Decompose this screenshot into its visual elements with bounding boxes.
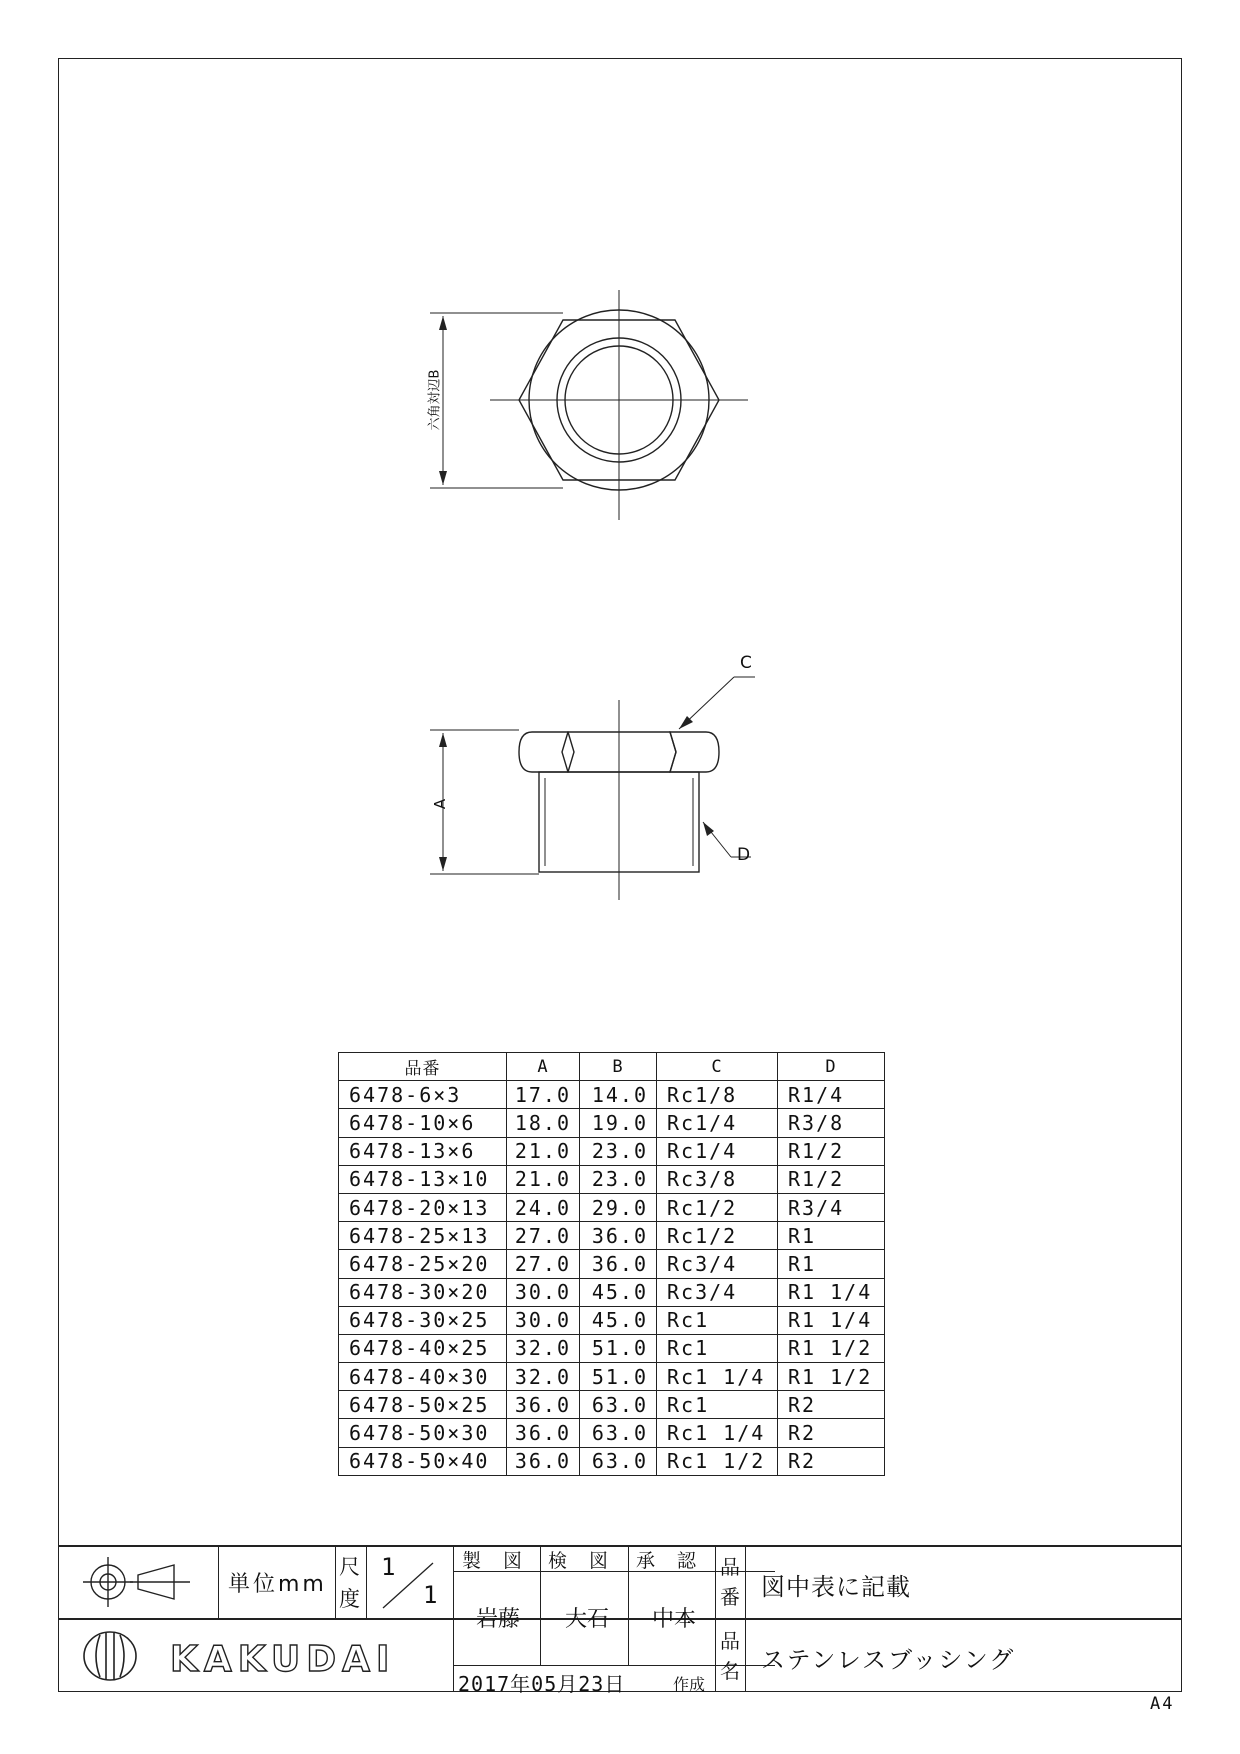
part-no-cell: 6478-50×25 [339,1391,507,1419]
hex-width-label: 六角対辺B [427,369,443,431]
brand-wordmark: KAKUDAI [170,1639,396,1680]
thread-c-cell: Rc1 [657,1306,778,1334]
table-row [339,1137,885,1165]
third-angle-projection-icon [78,1555,198,1609]
table-row [339,1306,885,1334]
part-no-cell: 6478-30×20 [339,1278,507,1306]
part-name-label-bottom: 名 [720,1659,740,1683]
part-no-cell: 6478-25×20 [339,1250,507,1278]
thread-c-cell: Rc3/8 [657,1165,778,1193]
thread-c-cell: Rc1/4 [657,1109,778,1137]
thread-c-cell: Rc1/4 [657,1137,778,1165]
unit-label: 単位mm [228,1572,327,1597]
table-row [339,1278,885,1306]
part-no-cell: 6478-50×40 [339,1447,507,1475]
dim-a-cell: 30.0 [507,1278,580,1306]
thread-d-cell: R1 1/2 [778,1363,885,1391]
table-row [339,1334,885,1362]
part-name-label-top: 品 [720,1629,740,1653]
thread-c-cell: Rc1 1/4 [657,1419,778,1447]
col-header-part-no: 品番 [339,1053,507,1081]
table-row [339,1447,885,1475]
dim-b-cell: 63.0 [580,1447,657,1475]
paper-size-label: A4 [1150,1694,1175,1714]
part-no-cell: 6478-6×3 [339,1081,507,1109]
hex-head-right-flat [670,732,719,772]
col-header-d: D [778,1053,885,1081]
dim-a-cell: 32.0 [507,1334,580,1362]
part-no-label-top: 品 [720,1555,740,1579]
dim-a-cell: 27.0 [507,1222,580,1250]
table-row [339,1193,885,1221]
callout-c-label: C [740,653,752,673]
scale-divider [373,1553,448,1613]
part-no-cell: 6478-13×6 [339,1137,507,1165]
thread-d-cell: R3/8 [778,1109,885,1137]
table-row [339,1109,885,1137]
part-name-value: ステンレスブッシング [761,1646,1016,1674]
thread-c-cell: Rc1 [657,1391,778,1419]
thread-c-cell: Rc1 1/4 [657,1363,778,1391]
part-no-cell: 6478-30×25 [339,1306,507,1334]
kakudai-logo-icon [78,1629,148,1683]
dim-b-cell: 36.0 [580,1250,657,1278]
dim-b-cell: 14.0 [580,1081,657,1109]
part-no-cell: 6478-50×30 [339,1419,507,1447]
dim-a-cell: 21.0 [507,1137,580,1165]
checked-by-name: 大石 [565,1607,610,1632]
dim-a-cell: 36.0 [507,1391,580,1419]
part-no-cell: 6478-40×25 [339,1334,507,1362]
dim-b-cell: 19.0 [580,1109,657,1137]
thread-d-cell: R1 1/4 [778,1278,885,1306]
thread-d-cell: R1 [778,1250,885,1278]
dim-b-cell: 51.0 [580,1363,657,1391]
scale-label-bottom: 度 [339,1587,360,1611]
dim-b-cell: 63.0 [580,1419,657,1447]
approved-by-name: 中本 [652,1607,697,1632]
thread-d-cell: R1 1/4 [778,1306,885,1334]
table-row [339,1391,885,1419]
dim-b-cell: 36.0 [580,1222,657,1250]
dim-a-cell: 21.0 [507,1165,580,1193]
part-no-label-bottom: 番 [720,1585,740,1609]
thread-d-cell: R1/2 [778,1137,885,1165]
dim-b-cell: 45.0 [580,1278,657,1306]
table-row [339,1222,885,1250]
dim-b-cell: 45.0 [580,1306,657,1334]
dim-a-cell: 32.0 [507,1363,580,1391]
dim-a-cell: 36.0 [507,1419,580,1447]
table-row [339,1363,885,1391]
title-block [58,1545,1182,1696]
part-no-cell: 6478-25×13 [339,1222,507,1250]
table-row [339,1081,885,1109]
part-no-cell: 6478-10×6 [339,1109,507,1137]
thread-d-cell: R3/4 [778,1193,885,1221]
thread-d-cell: R1/4 [778,1081,885,1109]
thread-c-cell: Rc1/2 [657,1222,778,1250]
thread-d-cell: R2 [778,1447,885,1475]
part-no-value: 図中表に記載 [761,1573,911,1601]
table-header-row [339,1053,885,1081]
approved-by-label: 承 認 [636,1550,705,1572]
creation-date-suffix: 作成 [673,1675,706,1694]
col-header-b: B [580,1053,657,1081]
dim-b-cell: 63.0 [580,1391,657,1419]
dim-a-cell: 17.0 [507,1081,580,1109]
thread-c-cell: Rc1/8 [657,1081,778,1109]
col-header-a: A [507,1053,580,1081]
dim-a-cell: 30.0 [507,1306,580,1334]
dim-a-cell: 36.0 [507,1447,580,1475]
table-body [339,1081,885,1476]
thread-c-cell: Rc3/4 [657,1250,778,1278]
thread-d-cell: R2 [778,1391,885,1419]
creation-date: 2017年05月23日 [458,1672,626,1696]
thread-c-cell: Rc3/4 [657,1278,778,1306]
dim-a-cell: 27.0 [507,1250,580,1278]
callout-d-label: D [737,845,751,865]
dim-b-cell: 23.0 [580,1165,657,1193]
spec-table [338,1052,885,1476]
dim-a-cell: 24.0 [507,1193,580,1221]
scale-numerator: 1 [381,1553,396,1581]
drawn-by-name: 岩藤 [476,1607,521,1632]
scale-denominator: 1 [423,1581,438,1609]
table-row [339,1250,885,1278]
thread-c-cell: Rc1 [657,1334,778,1362]
thread-d-cell: R2 [778,1419,885,1447]
dim-a-label: A [431,798,449,810]
part-no-cell: 6478-13×10 [339,1165,507,1193]
dim-b-cell: 23.0 [580,1137,657,1165]
thread-d-cell: R1 [778,1222,885,1250]
thread-d-cell: R1/2 [778,1165,885,1193]
part-no-cell: 6478-20×13 [339,1193,507,1221]
thread-c-cell: Rc1 1/2 [657,1447,778,1475]
dim-b-cell: 51.0 [580,1334,657,1362]
col-header-c: C [657,1053,778,1081]
table-row [339,1165,885,1193]
scale-label-top: 尺 [339,1555,360,1579]
thread-d-cell: R1 1/2 [778,1334,885,1362]
drawn-by-label: 製 図 [462,1550,531,1572]
part-no-cell: 6478-40×30 [339,1363,507,1391]
checked-by-label: 検 図 [548,1550,617,1572]
dim-a-cell: 18.0 [507,1109,580,1137]
thread-c-cell: Rc1/2 [657,1193,778,1221]
table-row [339,1419,885,1447]
dim-b-cell: 29.0 [580,1193,657,1221]
